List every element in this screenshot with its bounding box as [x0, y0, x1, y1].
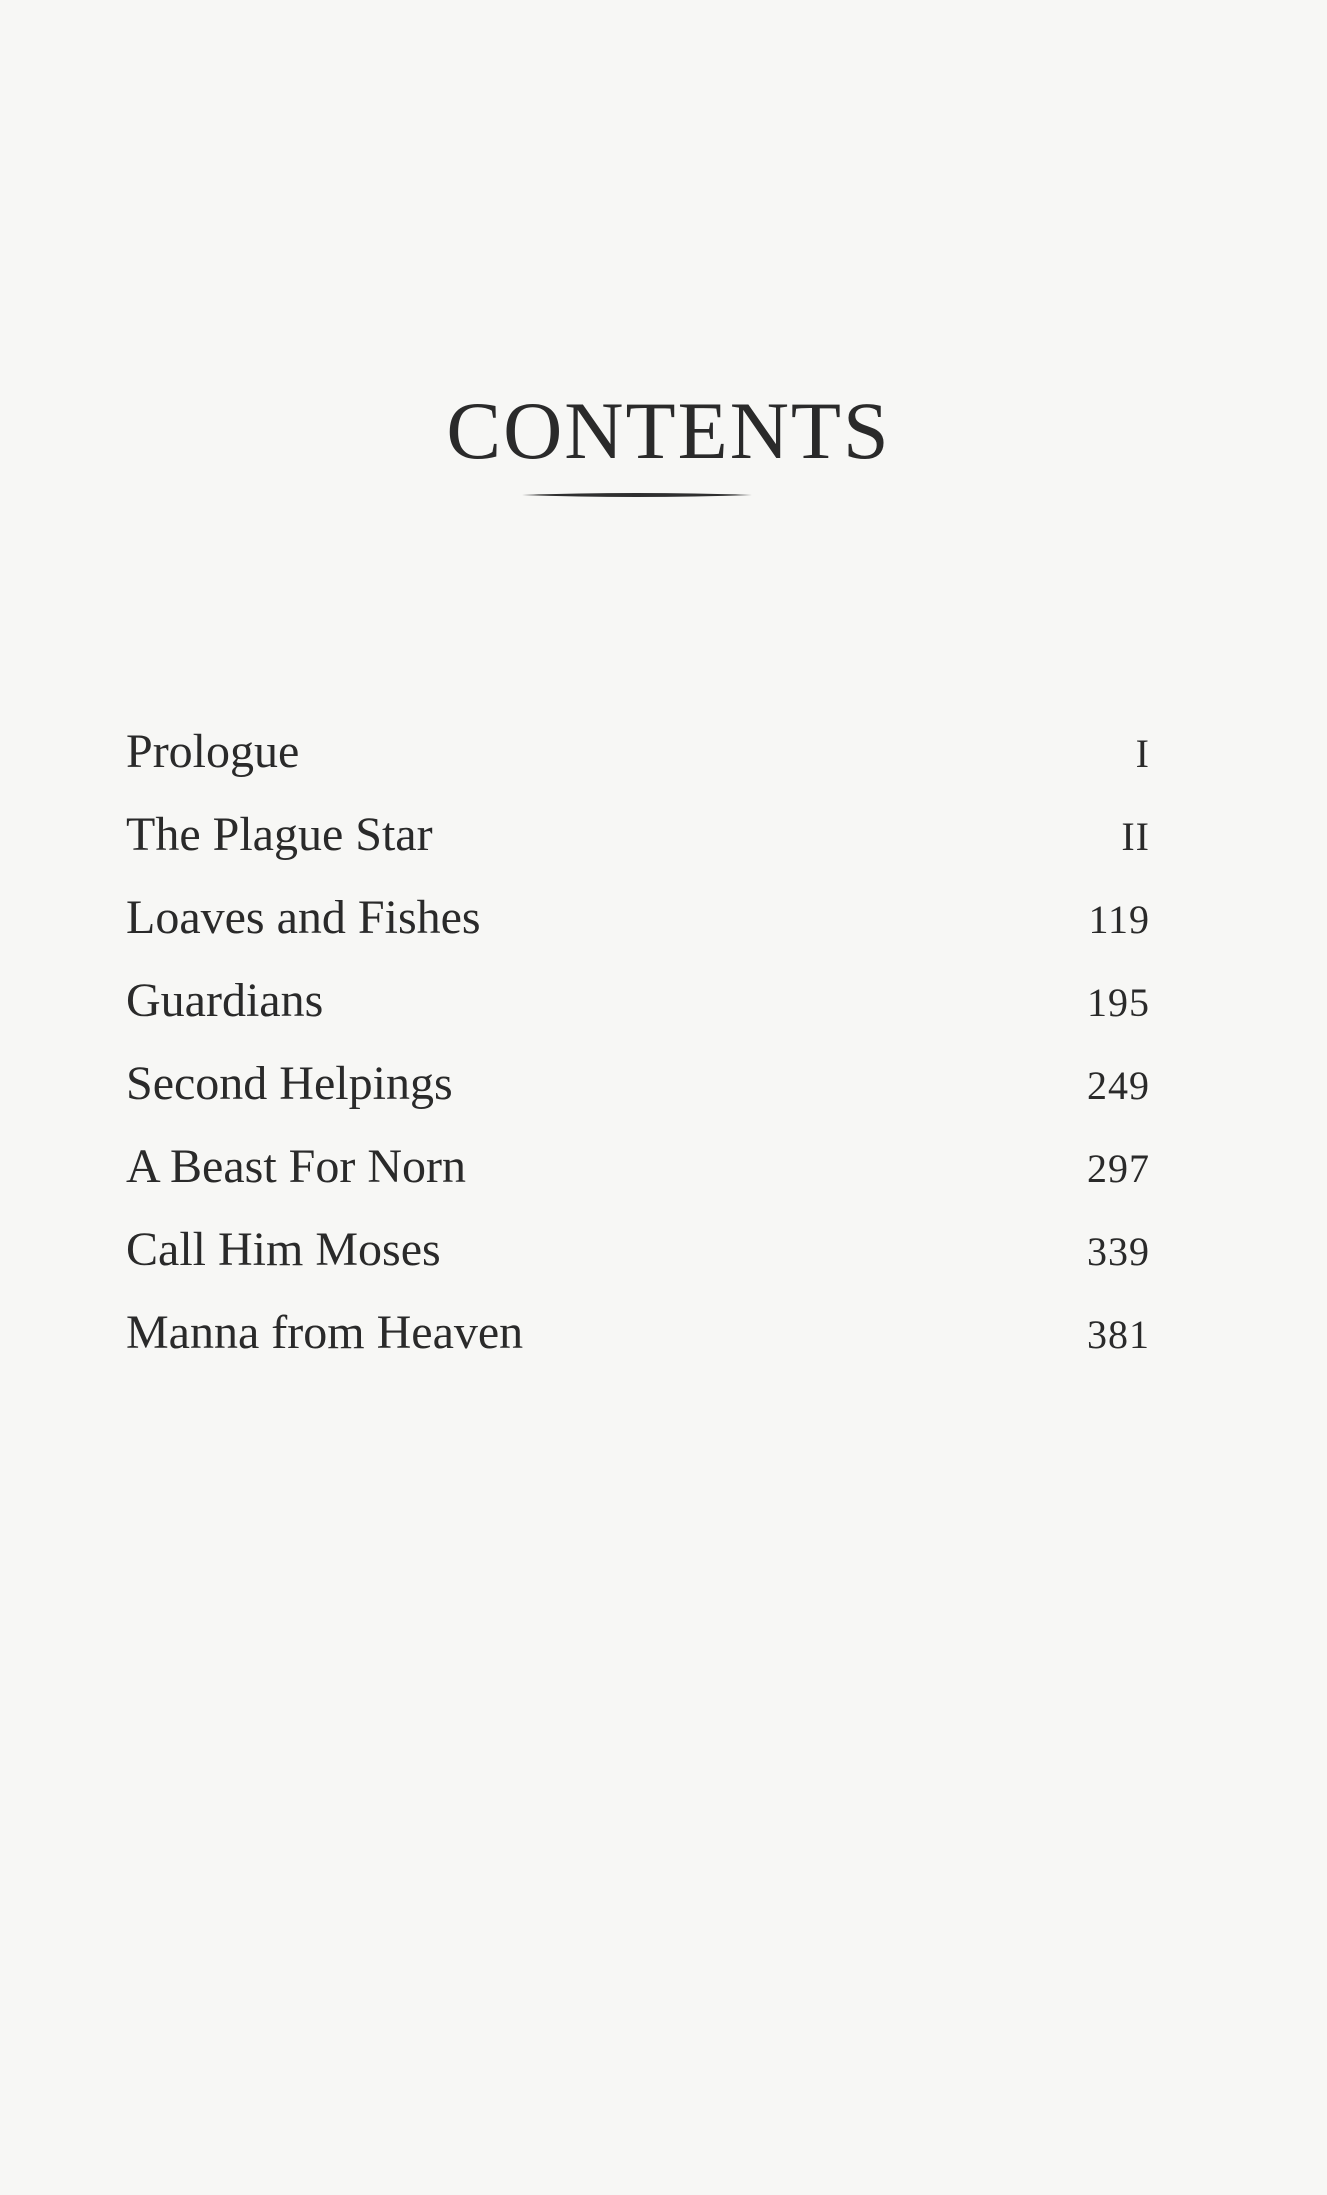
toc-entry-page: 297 [1087, 1146, 1150, 1191]
toc-entry-page: II [1121, 814, 1150, 859]
toc-entry-page: 249 [1087, 1063, 1150, 1108]
toc-entry[interactable] [126, 1140, 1150, 1226]
toc-entry[interactable] [126, 974, 1150, 1060]
toc-entry-page: 119 [1088, 897, 1150, 942]
toc-entry-page: 339 [1087, 1229, 1150, 1274]
toc-entry-page: 195 [1087, 980, 1150, 1025]
toc-entry[interactable] [126, 891, 1150, 977]
toc-entry[interactable] [126, 808, 1150, 894]
toc-entry-title: Loaves and Fishes [126, 891, 481, 944]
toc-entry-page: 381 [1087, 1312, 1150, 1357]
toc-entry[interactable] [126, 725, 1150, 811]
toc-entry-title: Manna from Heaven [126, 1306, 524, 1359]
toc-entry-title: Second Helpings [126, 1057, 453, 1110]
toc-entry[interactable] [126, 1306, 1150, 1392]
page-title: CONTENTS [446, 384, 891, 476]
table-of-contents [126, 725, 1150, 1392]
ornamental-rule [522, 490, 752, 500]
toc-entry-title: Call Him Moses [126, 1223, 441, 1276]
toc-entry-page: I [1135, 731, 1150, 776]
toc-entry-title: The Plague Star [126, 808, 433, 861]
toc-entry-title: Guardians [126, 974, 324, 1027]
toc-entry[interactable] [126, 1223, 1150, 1309]
toc-entry-title: Prologue [126, 725, 300, 778]
toc-entry[interactable] [126, 1057, 1150, 1143]
toc-entry-title: A Beast For Norn [126, 1140, 466, 1193]
